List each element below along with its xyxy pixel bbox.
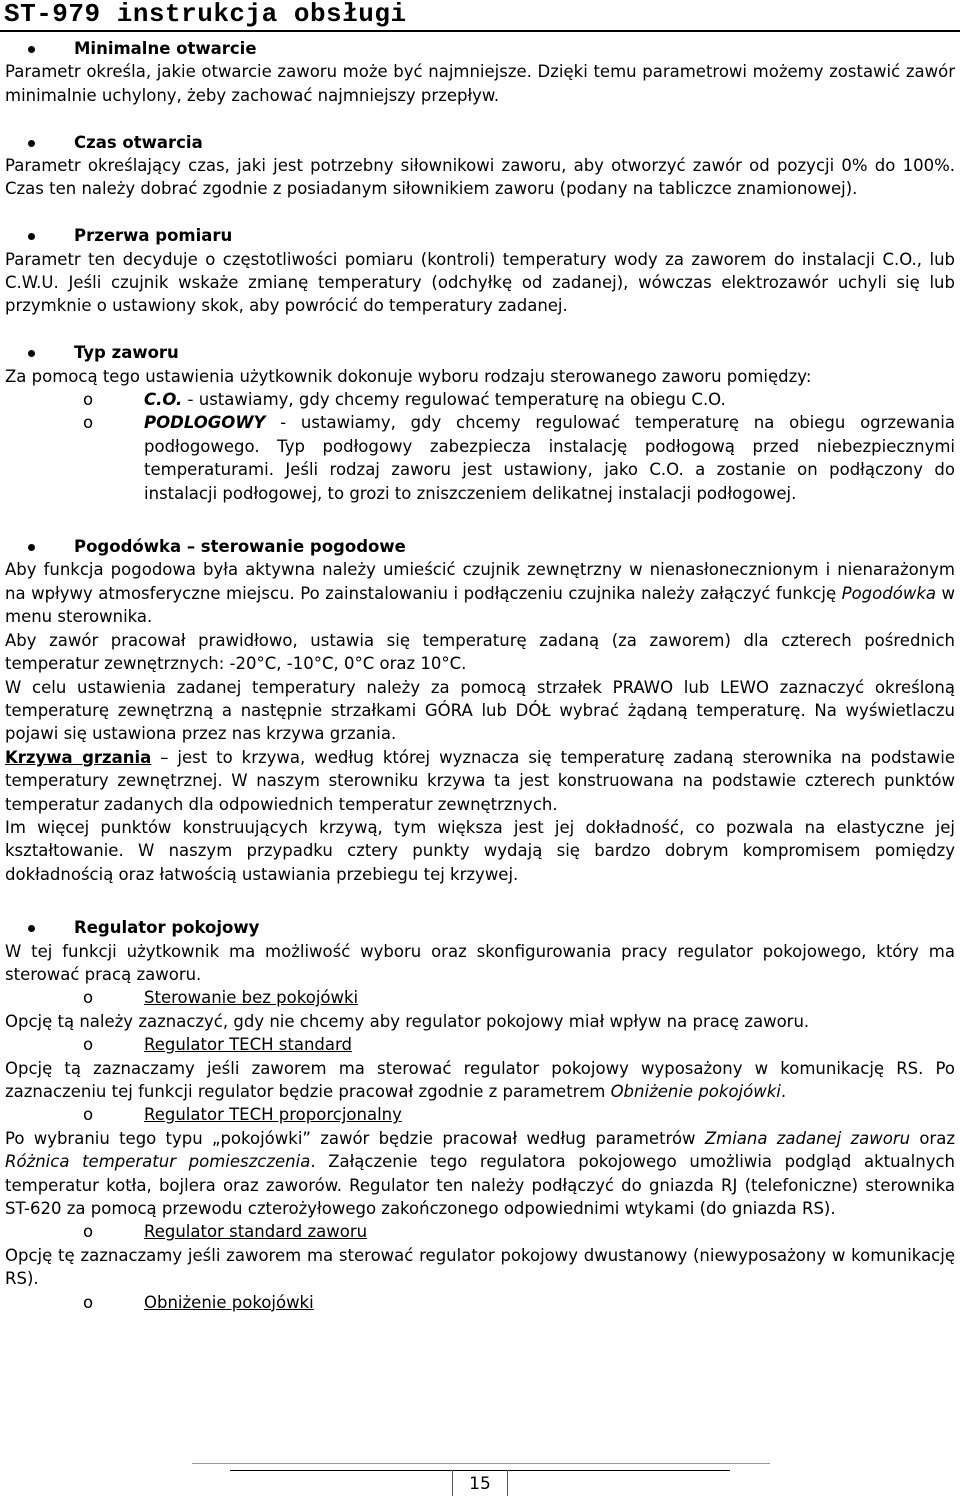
heading-text: Minimalne otwarcie (74, 39, 257, 58)
list-marker: o (83, 390, 94, 410)
paragraph: Aby funkcja pogodowa była aktywna należy umieścić czujnik zewnętrzny w nienasłonecznionym i nienarażonym na wpływy atmosferyczne miejscu. Po zainstalowaniu i podłączeniu czujnika należy załączyć funkcję Pogodówka w menu sterownika. (5, 560, 955, 627)
section-heading (5, 916, 955, 939)
paragraph: W tej funkcji użytkownik ma możliwość wyboru oraz skonfigurowania pracy regulator pokojowego, który ma sterować pracą zaworu. (5, 941, 955, 984)
document-body (5, 37, 955, 1314)
paragraph: Opcję tą należy zaznaczyć, gdy nie chcemy aby regulator pokojowy miał wpływ na pracę zaworu. (5, 1011, 810, 1031)
paragraph: Im więcej punktów konstruujących krzywą, tym większa jest jej dokładność, co pozwala na elastyczne jej kształtowanie. W naszym przypadku cztery punkty wydają się bardzo dobrym kompromisem pomiędzy dokładnością oraz łatwością ustawiania przebiegu tej krzywej. (5, 817, 955, 884)
paragraph: Parametr określający czas, jaki jest potrzebny siłownikowi zaworu, aby otworzyć zawór od pozycji 0% do 100%. Czas ten należy dobrać zgodnie z posiadanym siłownikiem zaworu (podany na tabliczce znamionowej). (5, 156, 955, 199)
option-desc: - ustawiamy, gdy chcemy regulować temperaturę na obiegu ogrzewania podłogowego. Typ podłogowy zabezpiecza instalację podłogową przed niebezpiecznymi temperaturami. Jeśli rodzaj zaworu jest ustawiony, jako C.O. a zostanie on podłączony do instalacji podłogowej, to grozi to zniszczeniem delikatnej instalacji podłogowej. (144, 413, 955, 503)
option-name: Obniżenie pokojówki (144, 1292, 314, 1312)
list-marker: o (83, 1035, 94, 1055)
section-weather (5, 535, 955, 886)
option-name: Regulator standard zaworu (144, 1222, 368, 1242)
option-desc: - ustawiamy, gdy chcemy regulować temperaturę na obiegu C.O. (182, 390, 726, 410)
page-number: 15 (469, 1474, 491, 1494)
option-name: Regulator TECH proporcjonalny (144, 1105, 402, 1125)
list-marker: o (83, 1105, 94, 1125)
option-name: Sterowanie bez pokojówki (144, 988, 359, 1008)
bullet-icon (28, 544, 35, 551)
section-heading (5, 37, 955, 60)
paragraph: Po wybraniu tego typu „pokojówki” zawór będzie pracował według parametrów Zmiana zadanej zaworu oraz Różnica temperatur pomieszczenia. Załączenie tego regulatora pokojowego umożliwia podgląd aktualnych temperatur kotła, bojlera oraz zaworów. Regulator ten należy podłączyć do gniazda RJ (telefoniczne) sterownika ST-620 za pomocą przewodu czterożyłowego zakończonego odpowiednimi wtykami (do gniazda RS). (5, 1128, 956, 1219)
option-name: PODLOGOWY (144, 413, 266, 433)
heading-text: Regulator pokojowy (74, 918, 260, 938)
bullet-icon (28, 350, 35, 357)
paragraph: Parametr określa, jakie otwarcie zaworu może być najmniejsze. Dzięki temu parametrowi możemy zostawić zawór minimalnie uchylony, żeby zachować najmniejszy przepływ. (5, 62, 955, 105)
bullet-icon (28, 46, 35, 53)
list-item (5, 388, 955, 411)
list-item (5, 1033, 955, 1056)
term: Krzywa grzania (5, 747, 152, 767)
list-marker: o (83, 1292, 94, 1312)
paragraph: Parametr ten decyduje o częstotliwości pomiaru (kontroli) temperatury wody za zaworem do instalacji C.O., lub C.W.U. Jeśli czujnik wskaże zmianę temperatury (odchyłkę od zadanej), wówczas elektrozawór uchyli się lub przymknie o ustawiony skok, aby powrócić do temperatury zadanej. (5, 249, 955, 316)
section-heading (5, 224, 955, 247)
list-item (5, 1220, 955, 1243)
section-valve-type (5, 341, 955, 505)
section-measure-pause (5, 224, 955, 318)
paragraph: Opcję tę zaznaczamy jeśli zaworem ma sterować regulator pokojowy dwustanowy (niewyposażony w komunikację RS). (5, 1245, 955, 1289)
paragraph: Aby zawór pracował prawidłowo, ustawia się temperaturę zadaną (za zaworem) dla czterech pośrednich temperatur zewnętrznych: -20°C, -10°C, 0°C oraz 10°C. (5, 630, 955, 674)
section-open-time (5, 131, 955, 201)
heading-text: Typ zaworu (74, 343, 179, 363)
option-name: Regulator TECH standard (144, 1035, 352, 1055)
heading-text: Czas otwarcia (74, 132, 203, 152)
bullet-icon (28, 140, 35, 147)
paragraph: Krzywa grzania – jest to krzywa, według której wyznacza się temperaturę zadaną sterownika na podstawie temperatury zewnętrznej. W naszym sterowniku krzywa ta jest konstruowana na podstawie czterech punktów temperatur zadanych dla odpowiednich temperatur zewnętrznych. (5, 747, 955, 814)
paragraph: Opcję tą zaznaczamy jeśli zaworem ma sterować regulator pokojowy wyposażony w komunikację RS. Po zaznaczeniu tej funkcji regulator będzie pracował zgodnie z parametrem Obniżenie pokojówki. (5, 1058, 955, 1102)
list-item (5, 1103, 955, 1126)
section-min-open (5, 37, 955, 107)
list-marker: o (83, 1222, 94, 1242)
section-heading (5, 341, 955, 364)
title-rule (0, 30, 960, 32)
option-name: C.O. (144, 390, 183, 410)
section-heading (5, 535, 955, 558)
section-heading (5, 131, 955, 154)
footer-rule (192, 1463, 770, 1464)
list-item (5, 1291, 955, 1314)
page-title: ST-979 instrukcja obsługi (4, 0, 407, 29)
heading-text: Przerwa pomiaru (74, 226, 233, 246)
paragraph: W celu ustawienia zadanej temperatury należy za pomocą strzałek PRAWO lub LEWO zaznaczyć określoną temperaturę zewnętrzną a następnie strzałkami GÓRA lub DÓŁ wybrać żądaną temperaturę. Na wyświetlaczu pojawi się ustawiona przez nas krzywa grzania. (5, 677, 955, 744)
bullet-icon (28, 925, 35, 932)
section-room-regulator (5, 916, 955, 1314)
paragraph: Za pomocą tego ustawienia użytkownik dokonuje wyboru rodzaju sterowanego zaworu pomiędzy: (5, 366, 812, 386)
list-marker: o (83, 988, 94, 1008)
bullet-icon (28, 233, 35, 240)
heading-text: Pogodówka – sterowanie pogodowe (74, 537, 406, 557)
list-marker: o (83, 413, 94, 433)
list-item (5, 986, 955, 1009)
list-item (5, 411, 955, 505)
